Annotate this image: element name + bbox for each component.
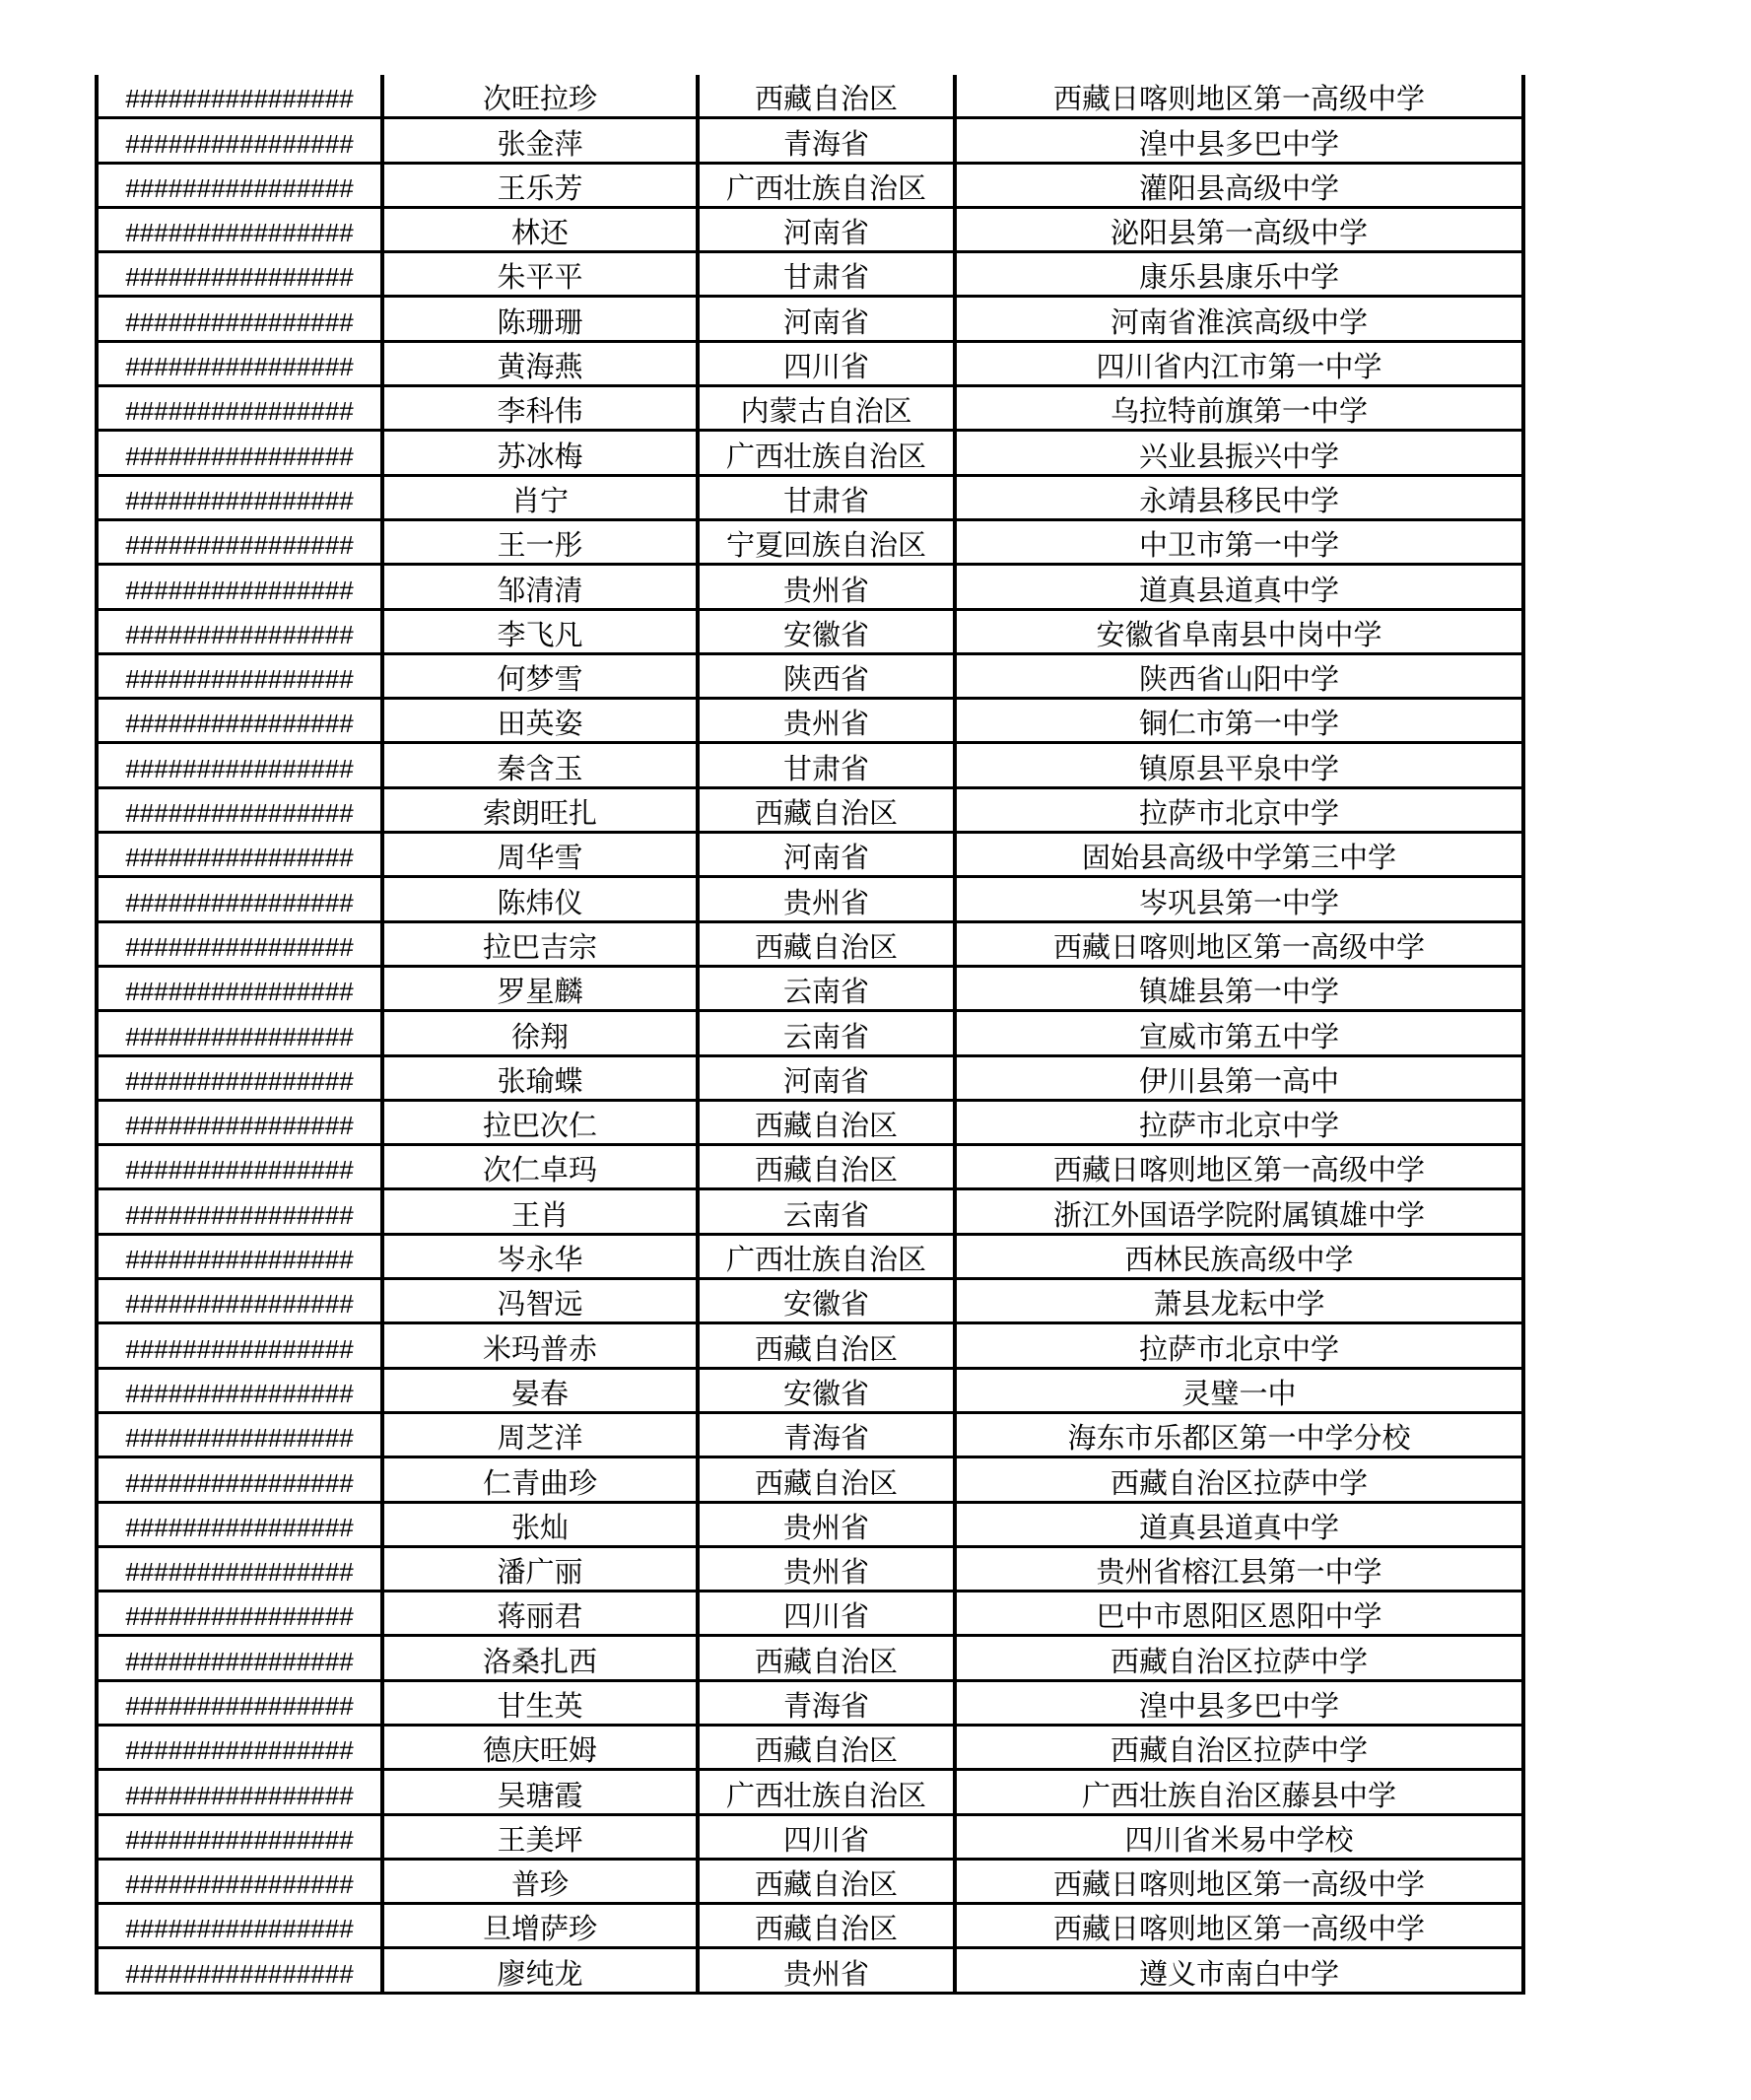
cell-province: 贵州省: [698, 565, 955, 609]
cell-id-number: ################: [97, 699, 382, 743]
cell-school: 道真县道真中学: [955, 1502, 1523, 1546]
table-row: [97, 653, 1523, 698]
table-row: [97, 833, 1523, 877]
cell-id-number: ################: [97, 921, 382, 966]
cell-school: 湟中县多巴中学: [955, 118, 1523, 163]
cell-student-name: 罗星麟: [382, 966, 698, 1010]
cell-student-name: 王乐芳: [382, 163, 698, 207]
cell-province: 广西壮族自治区: [698, 1770, 955, 1814]
cell-school: 泌阳县第一高级中学: [955, 207, 1523, 251]
cell-school: 湟中县多巴中学: [955, 1680, 1523, 1725]
cell-student-name: 王一彤: [382, 519, 698, 564]
cell-province: 西藏自治区: [698, 1323, 955, 1368]
cell-student-name: 周芝洋: [382, 1412, 698, 1456]
cell-student-name: 德庆旺姆: [382, 1725, 698, 1769]
cell-province: 河南省: [698, 833, 955, 877]
cell-id-number: ################: [97, 519, 382, 564]
cell-id-number: ################: [97, 1680, 382, 1725]
cell-school: 海东市乐都区第一中学分校: [955, 1412, 1523, 1456]
table-row: [97, 252, 1523, 297]
cell-school: 镇原县平泉中学: [955, 743, 1523, 787]
cell-school: 拉萨市北京中学: [955, 787, 1523, 832]
cell-id-number: ################: [97, 1055, 382, 1100]
cell-school: 西藏自治区拉萨中学: [955, 1457, 1523, 1502]
cell-school: 西藏日喀则地区第一高级中学: [955, 1145, 1523, 1189]
cell-id-number: ################: [97, 1814, 382, 1859]
table-row: [97, 297, 1523, 341]
cell-school: 乌拉特前旗第一中学: [955, 386, 1523, 431]
table-row: [97, 1904, 1523, 1948]
cell-school: 西藏自治区拉萨中学: [955, 1636, 1523, 1680]
cell-student-name: 张金萍: [382, 118, 698, 163]
cell-province: 西藏自治区: [698, 787, 955, 832]
table-row: [97, 609, 1523, 653]
table-row: [97, 1011, 1523, 1055]
cell-id-number: ################: [97, 565, 382, 609]
cell-student-name: 张灿: [382, 1502, 698, 1546]
cell-student-name: 周华雪: [382, 833, 698, 877]
cell-id-number: ################: [97, 163, 382, 207]
table-row: [97, 1592, 1523, 1636]
cell-province: 甘肃省: [698, 475, 955, 519]
table-row: [97, 1412, 1523, 1456]
cell-student-name: 次仁卓玛: [382, 1145, 698, 1189]
cell-student-name: 邹清清: [382, 565, 698, 609]
cell-student-name: 次旺拉珍: [382, 75, 698, 118]
cell-school: 西藏日喀则地区第一高级中学: [955, 1859, 1523, 1903]
cell-id-number: ################: [97, 1636, 382, 1680]
cell-province: 贵州省: [698, 1948, 955, 1993]
cell-student-name: 蒋丽君: [382, 1592, 698, 1636]
table-row: [97, 565, 1523, 609]
cell-school: 遵义市南白中学: [955, 1948, 1523, 1993]
cell-id-number: ################: [97, 1145, 382, 1189]
cell-province: 贵州省: [698, 1502, 955, 1546]
cell-school: 四川省内江市第一中学: [955, 341, 1523, 385]
cell-province: 云南省: [698, 1011, 955, 1055]
cell-school: 西藏日喀则地区第一高级中学: [955, 1904, 1523, 1948]
cell-school: 西藏日喀则地区第一高级中学: [955, 75, 1523, 118]
table-row: [97, 743, 1523, 787]
cell-id-number: ################: [97, 743, 382, 787]
cell-province: 西藏自治区: [698, 1904, 955, 1948]
table-row: [97, 1859, 1523, 1903]
cell-school: 陕西省山阳中学: [955, 653, 1523, 698]
cell-province: 西藏自治区: [698, 1457, 955, 1502]
cell-id-number: ################: [97, 1592, 382, 1636]
cell-province: 云南省: [698, 966, 955, 1010]
cell-province: 安徽省: [698, 609, 955, 653]
cell-id-number: ################: [97, 833, 382, 877]
cell-student-name: 田英姿: [382, 699, 698, 743]
cell-student-name: 米玛普赤: [382, 1323, 698, 1368]
cell-province: 四川省: [698, 1592, 955, 1636]
cell-province: 西藏自治区: [698, 75, 955, 118]
cell-id-number: ################: [97, 1100, 382, 1144]
table-row: [97, 475, 1523, 519]
cell-province: 西藏自治区: [698, 1100, 955, 1144]
cell-school: 灵璧一中: [955, 1368, 1523, 1412]
cell-student-name: 拉巴次仁: [382, 1100, 698, 1144]
records-table-body: [97, 75, 1523, 1993]
table-row: [97, 1234, 1523, 1278]
cell-school: 宣威市第五中学: [955, 1011, 1523, 1055]
cell-id-number: ################: [97, 1368, 382, 1412]
cell-student-name: 旦增萨珍: [382, 1904, 698, 1948]
cell-id-number: ################: [97, 1725, 382, 1769]
cell-id-number: ################: [97, 431, 382, 475]
cell-id-number: ################: [97, 1412, 382, 1456]
table-row: [97, 699, 1523, 743]
cell-student-name: 普珍: [382, 1859, 698, 1903]
cell-student-name: 朱平平: [382, 252, 698, 297]
cell-school: 河南省淮滨高级中学: [955, 297, 1523, 341]
cell-province: 青海省: [698, 1412, 955, 1456]
cell-school: 四川省米易中学校: [955, 1814, 1523, 1859]
cell-student-name: 潘广丽: [382, 1546, 698, 1591]
cell-school: 中卫市第一中学: [955, 519, 1523, 564]
cell-id-number: ################: [97, 1948, 382, 1993]
cell-school: 萧县龙耘中学: [955, 1279, 1523, 1323]
table-row: [97, 1814, 1523, 1859]
cell-id-number: ################: [97, 1011, 382, 1055]
cell-student-name: 甘生英: [382, 1680, 698, 1725]
cell-student-name: 张瑜蝶: [382, 1055, 698, 1100]
table-row: [97, 1680, 1523, 1725]
table-row: [97, 207, 1523, 251]
cell-student-name: 陈珊珊: [382, 297, 698, 341]
cell-student-name: 黄海燕: [382, 341, 698, 385]
cell-school: 镇雄县第一中学: [955, 966, 1523, 1010]
cell-student-name: 晏春: [382, 1368, 698, 1412]
cell-province: 内蒙古自治区: [698, 386, 955, 431]
cell-province: 河南省: [698, 207, 955, 251]
cell-province: 广西壮族自治区: [698, 431, 955, 475]
table-row: [97, 341, 1523, 385]
table-row: [97, 1055, 1523, 1100]
cell-id-number: ################: [97, 877, 382, 921]
cell-id-number: ################: [97, 1502, 382, 1546]
table-row: [97, 966, 1523, 1010]
cell-student-name: 仁青曲珍: [382, 1457, 698, 1502]
cell-school: 固始县高级中学第三中学: [955, 833, 1523, 877]
cell-id-number: ################: [97, 653, 382, 698]
cell-school: 道真县道真中学: [955, 565, 1523, 609]
table-row: [97, 1279, 1523, 1323]
cell-province: 贵州省: [698, 877, 955, 921]
cell-id-number: ################: [97, 297, 382, 341]
cell-student-name: 林还: [382, 207, 698, 251]
table-row: [97, 75, 1523, 118]
cell-student-name: 廖纯龙: [382, 1948, 698, 1993]
cell-province: 西藏自治区: [698, 1725, 955, 1769]
table-row: [97, 1457, 1523, 1502]
cell-student-name: 何梦雪: [382, 653, 698, 698]
table-row: [97, 118, 1523, 163]
cell-student-name: 李科伟: [382, 386, 698, 431]
cell-student-name: 秦含玉: [382, 743, 698, 787]
cell-id-number: ################: [97, 475, 382, 519]
cell-student-name: 王肖: [382, 1189, 698, 1234]
table-row: [97, 386, 1523, 431]
cell-id-number: ################: [97, 118, 382, 163]
cell-province: 四川省: [698, 341, 955, 385]
cell-student-name: 冯智远: [382, 1279, 698, 1323]
cell-province: 西藏自治区: [698, 921, 955, 966]
cell-school: 拉萨市北京中学: [955, 1323, 1523, 1368]
table-row: [97, 1189, 1523, 1234]
cell-school: 铜仁市第一中学: [955, 699, 1523, 743]
cell-id-number: ################: [97, 1904, 382, 1948]
cell-id-number: ################: [97, 609, 382, 653]
cell-province: 甘肃省: [698, 743, 955, 787]
cell-student-name: 岑永华: [382, 1234, 698, 1278]
table-row: [97, 519, 1523, 564]
cell-id-number: ################: [97, 1770, 382, 1814]
cell-school: 贵州省榕江县第一中学: [955, 1546, 1523, 1591]
cell-province: 贵州省: [698, 1546, 955, 1591]
cell-student-name: 徐翔: [382, 1011, 698, 1055]
cell-id-number: ################: [97, 341, 382, 385]
cell-province: 西藏自治区: [698, 1636, 955, 1680]
table-row: [97, 163, 1523, 207]
cell-student-name: 李飞凡: [382, 609, 698, 653]
cell-school: 康乐县康乐中学: [955, 252, 1523, 297]
table-row: [97, 1770, 1523, 1814]
cell-id-number: ################: [97, 252, 382, 297]
cell-id-number: ################: [97, 1546, 382, 1591]
cell-id-number: ################: [97, 966, 382, 1010]
cell-school: 浙江外国语学院附属镇雄中学: [955, 1189, 1523, 1234]
table-row: [97, 1100, 1523, 1144]
cell-province: 河南省: [698, 1055, 955, 1100]
cell-student-name: 拉巴吉宗: [382, 921, 698, 966]
cell-school: 西藏日喀则地区第一高级中学: [955, 921, 1523, 966]
table-row: [97, 1636, 1523, 1680]
cell-id-number: ################: [97, 75, 382, 118]
cell-id-number: ################: [97, 386, 382, 431]
cell-province: 广西壮族自治区: [698, 163, 955, 207]
table-row: [97, 1948, 1523, 1993]
cell-province: 青海省: [698, 118, 955, 163]
table-row: [97, 1546, 1523, 1591]
cell-student-name: 苏冰梅: [382, 431, 698, 475]
cell-id-number: ################: [97, 207, 382, 251]
table-row: [97, 1145, 1523, 1189]
cell-school: 灌阳县高级中学: [955, 163, 1523, 207]
table-row: [97, 431, 1523, 475]
cell-school: 拉萨市北京中学: [955, 1100, 1523, 1144]
table-row: [97, 921, 1523, 966]
cell-province: 西藏自治区: [698, 1145, 955, 1189]
cell-province: 安徽省: [698, 1368, 955, 1412]
cell-school: 永靖县移民中学: [955, 475, 1523, 519]
cell-student-name: 吴瑭霞: [382, 1770, 698, 1814]
cell-province: 广西壮族自治区: [698, 1234, 955, 1278]
cell-school: 巴中市恩阳区恩阳中学: [955, 1592, 1523, 1636]
cell-id-number: ################: [97, 787, 382, 832]
cell-school: 广西壮族自治区藤县中学: [955, 1770, 1523, 1814]
cell-id-number: ################: [97, 1279, 382, 1323]
cell-id-number: ################: [97, 1457, 382, 1502]
cell-province: 四川省: [698, 1814, 955, 1859]
cell-school: 安徽省阜南县中岗中学: [955, 609, 1523, 653]
table-row: [97, 1323, 1523, 1368]
cell-school: 西林民族高级中学: [955, 1234, 1523, 1278]
cell-id-number: ################: [97, 1859, 382, 1903]
cell-school: 岑巩县第一中学: [955, 877, 1523, 921]
table-row: [97, 1368, 1523, 1412]
cell-student-name: 王美坪: [382, 1814, 698, 1859]
cell-province: 安徽省: [698, 1279, 955, 1323]
cell-student-name: 肖宁: [382, 475, 698, 519]
records-table-container: [95, 75, 1525, 1995]
cell-id-number: ################: [97, 1323, 382, 1368]
cell-school: 伊川县第一高中: [955, 1055, 1523, 1100]
cell-province: 甘肃省: [698, 252, 955, 297]
cell-student-name: 洛桑扎西: [382, 1636, 698, 1680]
cell-province: 云南省: [698, 1189, 955, 1234]
table-row: [97, 1502, 1523, 1546]
table-row: [97, 787, 1523, 832]
cell-student-name: 陈炜仪: [382, 877, 698, 921]
cell-id-number: ################: [97, 1189, 382, 1234]
cell-province: 河南省: [698, 297, 955, 341]
table-row: [97, 1725, 1523, 1769]
cell-province: 宁夏回族自治区: [698, 519, 955, 564]
cell-school: 西藏自治区拉萨中学: [955, 1725, 1523, 1769]
cell-id-number: ################: [97, 1234, 382, 1278]
cell-school: 兴业县振兴中学: [955, 431, 1523, 475]
cell-province: 青海省: [698, 1680, 955, 1725]
table-row: [97, 877, 1523, 921]
cell-province: 西藏自治区: [698, 1859, 955, 1903]
cell-province: 贵州省: [698, 699, 955, 743]
records-table: [95, 75, 1525, 1995]
cell-student-name: 索朗旺扎: [382, 787, 698, 832]
cell-province: 陕西省: [698, 653, 955, 698]
